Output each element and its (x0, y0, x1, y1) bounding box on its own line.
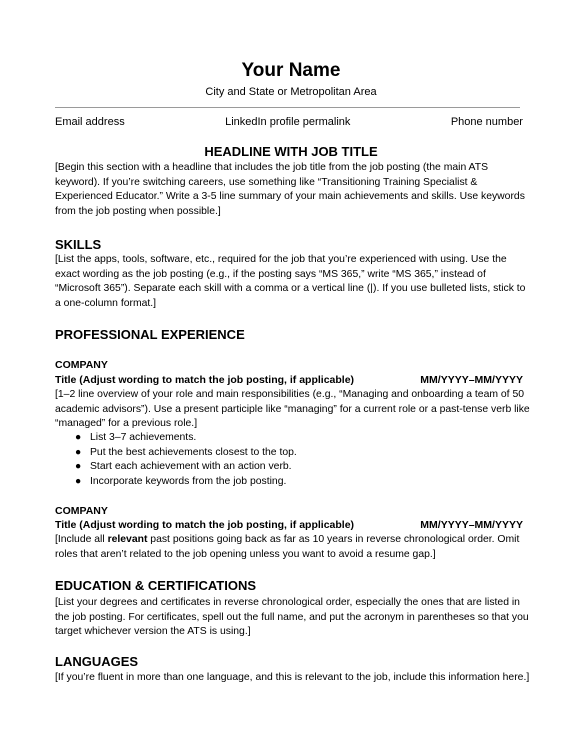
headline-title: HEADLINE WITH JOB TITLE (204, 144, 378, 159)
education-text: [List your degrees and certificates in reverse chronological order, especially the ones that are listed in the job posting. For certificates, spell out the full name, and put the acronym in parentheses so that you target whichever version the ATS is using.] (55, 597, 529, 638)
contact-row (55, 116, 523, 128)
list-item: ● List 3–7 achievements. (55, 431, 525, 446)
languages-heading: LANGUAGES (55, 654, 139, 669)
bullet-icon: ● (75, 432, 82, 443)
languages-text: [If you’re fluent in more than one language, and this is relevant to the job, include this information here.] (55, 672, 530, 683)
job-dates: MM/YYYY–MM/YYYY (420, 374, 523, 386)
list-item: ● Incorporate keywords from the job posting. (55, 475, 525, 490)
header-divider (55, 107, 520, 108)
job-overview: [Include all relevant past positions going back as far as 10 years in reverse chronological order. Omit roles that aren’t related to the job opening unless you want to avoid a resume gap.] (55, 534, 520, 560)
phone-number: Phone number (450, 116, 523, 128)
list-item: ● Put the best achievements closest to the top. (55, 446, 525, 461)
skills-heading: SKILLS (55, 237, 102, 252)
achievement-list (55, 431, 525, 489)
job-overview: [1–2 line overview of your role and main responsibilities (e.g., “Managing and onboarding a team of 50 academic advisors”). Use a present participle like “managing” for a current role or a past-tense verb like “managed” for a previous role.] (55, 389, 530, 430)
candidate-name: Your Name (241, 60, 341, 81)
email-address: Email address (55, 116, 125, 128)
linkedin-profile: LinkedIn profile permalink (225, 116, 351, 128)
list-item: ● Start each achievement with an action verb. (55, 460, 525, 475)
bullet-icon: ● (75, 461, 82, 473)
headline-summary: [Begin this section with a headline that includes the job title from the job posting (the main ATS keyword). If you’re switching careers, use something like “Transitioning Training Specialist & Experienced Educator.” Write a 3-5 line summary of your main achievements and skills. Use keywords from the job posting when possible.] (55, 162, 525, 217)
job-dates: MM/YYYY–MM/YYYY (420, 519, 523, 531)
job-title-row (55, 374, 523, 386)
skills-text: [List the apps, tools, software, etc., required for the job that you’re experienced with using. Use the exact wording as the job posting (e.g., if the posting says “MS 365,” write “MS 365,” instead of “Microsoft 365”). Separate each skill with a comma or a vertical line (|). If you use bulleted lists, stick to a one-column format.] (55, 254, 526, 309)
bullet-icon: ● (75, 446, 82, 458)
job-title-row (55, 519, 523, 531)
emphasis-text: relevant (107, 534, 148, 545)
company-name: COMPANY (55, 505, 108, 517)
job-title: Title (Adjust wording to match the job posting, if applicable) (55, 374, 355, 386)
education-heading: EDUCATION & CERTIFICATIONS (55, 578, 257, 593)
bullet-icon: ● (75, 475, 82, 487)
experience-heading: PROFESSIONAL EXPERIENCE (55, 327, 245, 342)
company-name: COMPANY (55, 359, 108, 371)
candidate-location: City and State or Metropolitan Area (205, 86, 377, 98)
job-title: Title (Adjust wording to match the job posting, if applicable) (55, 519, 355, 531)
